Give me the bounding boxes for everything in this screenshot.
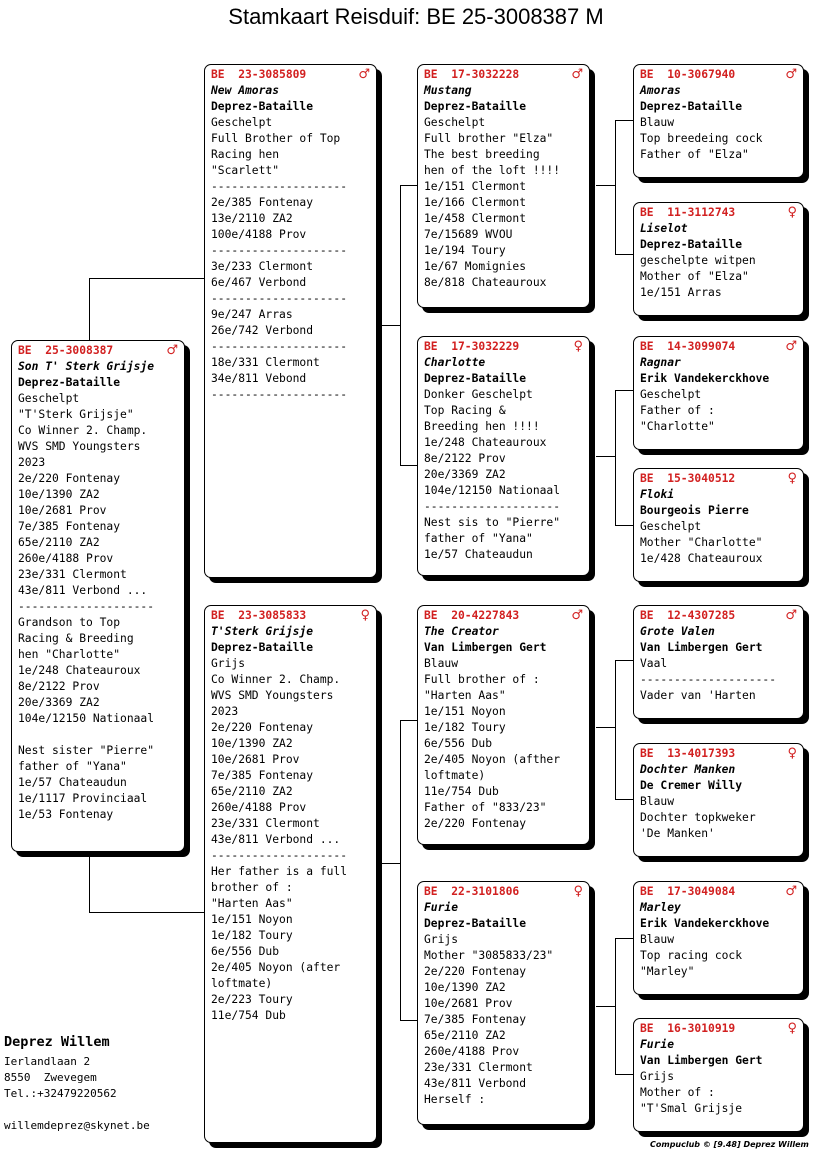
breeder-name: Van Limbergen Gert <box>640 1054 763 1067</box>
pigeon-name: T'Sterk Grijsje <box>211 625 314 638</box>
card-header <box>640 339 797 355</box>
male-symbol-icon: ♂ <box>571 608 583 623</box>
card-header <box>640 67 797 83</box>
card-info-line: 20e/3369 ZA2 <box>424 468 506 481</box>
connector-line <box>400 1020 417 1021</box>
card-info-line: 23e/331 Clermont <box>18 568 127 581</box>
card-info-line: 65e/2110 ZA2 <box>18 536 100 549</box>
card-info-line: Geschelpt <box>18 392 80 405</box>
connector-line <box>615 390 616 526</box>
card-info-line: 1e/67 Momignies <box>424 260 527 273</box>
card-info-line: 8e/2122 Prov <box>18 680 100 693</box>
breeder-name: Deprez-Bataille <box>18 376 121 389</box>
card-info-line: Father of : <box>640 404 715 417</box>
ring-number: BE 10-3067940 <box>640 68 736 81</box>
card-info-line: 2e/220 Fontenay <box>424 817 527 830</box>
card-info-line: loftmate) <box>211 977 273 990</box>
card-info-line: Mother "3085833/23" <box>424 949 554 962</box>
card-info-line: 13e/2110 ZA2 <box>211 212 293 225</box>
male-symbol-icon: ♂ <box>785 608 797 623</box>
female-symbol-icon: ♀ <box>787 471 797 486</box>
female-symbol-icon: ♀ <box>787 205 797 220</box>
pigeon-name: Mustang <box>424 84 472 97</box>
card-info-line: 7e/385 Fontenay <box>211 769 314 782</box>
card-info-line: Blauw <box>640 795 675 808</box>
card-info-line: 'De Manken' <box>640 827 715 840</box>
card-info-line: Nest sister "Pierre" <box>18 744 155 757</box>
card-info-line: 1e/1117 Provinciaal <box>18 792 148 805</box>
card-header <box>424 67 583 83</box>
connector-line <box>615 254 633 255</box>
card-info-line: 10e/1390 ZA2 <box>424 981 506 994</box>
breeder-name: Deprez-Bataille <box>640 238 743 251</box>
female-symbol-icon: ♀ <box>573 339 583 354</box>
pigeon-name: Floki <box>640 488 675 501</box>
card-info-line: 1e/194 Toury <box>424 244 506 257</box>
card-info-line: 260e/4188 Prov <box>211 801 307 814</box>
breeder-name: Erik Vandekerckhove <box>640 372 770 385</box>
card-info-line: hen "Charlotte" <box>18 648 121 661</box>
pedigree-card-sire[interactable] <box>204 64 377 578</box>
card-info-line: Donker Geschelpt <box>424 388 533 401</box>
ring-number: BE 25-3008387 <box>18 344 114 357</box>
card-info-line: loftmate) <box>424 769 486 782</box>
card-info-line: 18e/331 Clermont <box>211 356 320 369</box>
card-info-line: 20e/3369 ZA2 <box>18 696 100 709</box>
card-info-line: "Marley" <box>640 965 695 978</box>
female-symbol-icon: ♀ <box>360 608 370 623</box>
ring-number: BE 13-4017393 <box>640 747 736 760</box>
card-info-line: 1e/428 Chateauroux <box>640 552 763 565</box>
card-info-line: Top racing cock <box>640 949 743 962</box>
card-info-line: 10e/2681 Prov <box>18 504 107 517</box>
ring-number: BE 17-3049084 <box>640 885 736 898</box>
card-info-line: 104e/12150 Nationaal <box>18 712 155 725</box>
card-info-line: 11e/754 Dub <box>424 785 499 798</box>
card-info-line: 2e/220 Fontenay <box>18 472 121 485</box>
card-info-line: 43e/811 Verbond ... <box>18 584 148 597</box>
card-info-line: Nest sis to "Pierre" <box>424 516 561 529</box>
connector-line <box>400 185 417 186</box>
pigeon-name: Dochter Manken <box>640 763 736 776</box>
card-info-line: father of "Yana" <box>424 532 533 545</box>
card-header <box>640 1021 797 1037</box>
owner-phone: Tel.:+32479220562 <box>4 1087 117 1100</box>
card-info-line: 1e/151 Arras <box>640 286 722 299</box>
card-info-line: -------------------- <box>211 388 348 401</box>
card-header <box>211 67 370 83</box>
connector-line <box>615 390 633 391</box>
card-info-line: -------------------- <box>424 500 561 513</box>
connector-line <box>89 852 90 912</box>
card-info-line: 10e/2681 Prov <box>424 997 513 1010</box>
male-symbol-icon: ♂ <box>571 67 583 82</box>
card-info-line: Vader van 'Harten <box>640 689 756 702</box>
card-info-line: Full brother of : <box>424 673 540 686</box>
card-info-line: father of "Yana" <box>18 760 127 773</box>
card-info-line: 100e/4188 Prov <box>211 228 307 241</box>
card-info-line: 104e/12150 Nationaal <box>424 484 561 497</box>
pedigree-card-subject[interactable] <box>11 340 185 852</box>
card-info-line: Co Winner 2. Champ. <box>18 424 148 437</box>
card-info-line: 1e/248 Chateauroux <box>424 436 547 449</box>
card-info-line: Racing hen <box>211 148 280 161</box>
card-info-line: 1e/151 Noyon <box>424 705 506 718</box>
card-info-line: 1e/182 Toury <box>424 721 506 734</box>
card-header <box>424 339 583 355</box>
card-info-line: 7e/385 Fontenay <box>424 1013 527 1026</box>
connector-line <box>89 278 204 279</box>
card-info-line: -------------------- <box>18 600 155 613</box>
card-info-line: 10e/2681 Prov <box>211 753 300 766</box>
connector-line <box>382 863 401 864</box>
card-info-line: -------------------- <box>211 849 348 862</box>
card-info-line: brother of : <box>211 881 293 894</box>
pedigree-card-ds[interactable] <box>417 605 590 845</box>
connector-line <box>596 727 616 728</box>
card-info-line: 34e/811 Vebond <box>211 372 307 385</box>
card-info-line: Top breedeing cock <box>640 132 763 145</box>
card-info-line: The best breeding <box>424 148 540 161</box>
card-info-line: Grandson to Top <box>18 616 121 629</box>
ring-number: BE 22-3101806 <box>424 885 520 898</box>
card-header <box>211 608 370 624</box>
pedigree-card-dam[interactable] <box>204 605 377 1143</box>
owner-email[interactable]: willemdeprez@skynet.be <box>4 1119 150 1132</box>
card-info-line: "T'Smal Grijsje <box>640 1102 743 1115</box>
card-info-line: "Scarlett" <box>211 164 280 177</box>
ring-number: BE 11-3112743 <box>640 206 736 219</box>
card-info-line: Grijs <box>640 1070 675 1083</box>
pigeon-name: Grote Valen <box>640 625 715 638</box>
pigeon-name: Charlotte <box>424 356 486 369</box>
card-info-line: Herself : <box>424 1093 486 1106</box>
card-info-line: 2e/405 Noyon (after <box>211 961 341 974</box>
pigeon-name: Furie <box>424 901 459 914</box>
connector-line <box>400 465 417 466</box>
ring-number: BE 14-3099074 <box>640 340 736 353</box>
card-info-line: 6e/467 Verbond <box>211 276 307 289</box>
card-header <box>640 746 797 762</box>
breeder-name: Deprez-Bataille <box>211 100 314 113</box>
card-info-line: "T'Sterk Grijsje" <box>18 408 134 421</box>
card-info-line: 2e/385 Fontenay <box>211 196 314 209</box>
card-header <box>640 608 797 624</box>
pedigree-card-dsd[interactable] <box>633 743 804 857</box>
card-info-line: Geschelpt <box>424 116 486 129</box>
card-info-line: Racing & Breeding <box>18 632 134 645</box>
card-info-line: 65e/2110 ZA2 <box>211 785 293 798</box>
connector-line <box>615 938 633 939</box>
pedigree-card-dd[interactable] <box>417 881 590 1125</box>
connector-line <box>615 120 633 121</box>
connector-line <box>615 120 616 255</box>
footer-credit: Compuclub © [9.48] Deprez Willem <box>650 1140 809 1149</box>
card-info-line: -------------------- <box>211 292 348 305</box>
pedigree-card-sd[interactable] <box>417 336 590 576</box>
connector-line <box>615 938 616 1075</box>
card-info-line: Grijs <box>424 933 459 946</box>
ring-number: BE 20-4227843 <box>424 609 520 622</box>
card-info-line: Blauw <box>640 933 675 946</box>
breeder-name: De Cremer Willy <box>640 779 743 792</box>
card-header <box>640 884 797 900</box>
card-info-line: WVS SMD Youngsters <box>211 689 334 702</box>
breeder-name: Deprez-Bataille <box>211 641 314 654</box>
pedigree-card-ssd[interactable] <box>633 202 804 316</box>
breeder-name: Deprez-Bataille <box>424 100 527 113</box>
card-header <box>640 471 797 487</box>
card-info-line: 1e/458 Clermont <box>424 212 527 225</box>
card-info-line: 65e/2110 ZA2 <box>424 1029 506 1042</box>
owner-block <box>4 1034 150 1134</box>
card-info-line: hen of the loft !!!! <box>424 164 561 177</box>
ring-number: BE 17-3032228 <box>424 68 520 81</box>
card-info-line: 2e/223 Toury <box>211 993 293 1006</box>
card-info-line: 1e/182 Toury <box>211 929 293 942</box>
owner-address: Ierlandlaan 2 <box>4 1055 91 1068</box>
card-info-line: 10e/1390 ZA2 <box>211 737 293 750</box>
connector-line <box>596 456 616 457</box>
connector-line <box>89 912 204 913</box>
male-symbol-icon: ♂ <box>785 884 797 899</box>
card-info-line: 43e/811 Verbond ... <box>211 833 341 846</box>
card-info-line: Father of "Elza" <box>640 148 749 161</box>
card-info-line: Dochter topkweker <box>640 811 756 824</box>
card-info-line: Grijs <box>211 657 246 670</box>
card-info-line: Top Racing & <box>424 404 506 417</box>
card-info-line: 23e/331 Clermont <box>424 1061 533 1074</box>
card-header <box>640 205 797 221</box>
connector-line <box>596 185 616 186</box>
pigeon-name: Amoras <box>640 84 681 97</box>
male-symbol-icon: ♂ <box>785 67 797 82</box>
breeder-name: Bourgeois Pierre <box>640 504 749 517</box>
pedigree-card-ddd[interactable] <box>633 1018 804 1132</box>
card-info-line: "Harten Aas" <box>211 897 293 910</box>
card-header <box>18 343 178 359</box>
connector-line <box>382 325 401 326</box>
pedigree-card-sdd[interactable] <box>633 468 804 582</box>
female-symbol-icon: ♀ <box>573 884 583 899</box>
card-info-line: Mother "Charlotte" <box>640 536 763 549</box>
card-info-line: 1e/166 Clermont <box>424 196 527 209</box>
breeder-name: Deprez-Bataille <box>424 917 527 930</box>
ring-number: BE 23-3085833 <box>211 609 307 622</box>
connector-line <box>400 720 417 721</box>
card-info-line: 2e/220 Fontenay <box>424 965 527 978</box>
card-info-line: 2e/220 Fontenay <box>211 721 314 734</box>
card-info-line: Mother of : <box>640 1086 715 1099</box>
card-info-line: 1e/151 Noyon <box>211 913 293 926</box>
ring-number: BE 23-3085809 <box>211 68 307 81</box>
pedigree-card-ss[interactable] <box>417 64 590 308</box>
connector-line <box>615 525 633 526</box>
pigeon-name: Furie <box>640 1038 675 1051</box>
card-info-line: Co Winner 2. Champ. <box>211 673 341 686</box>
card-info-line: Full brother "Elza" <box>424 132 554 145</box>
pigeon-name: Ragnar <box>640 356 681 369</box>
card-header <box>424 884 583 900</box>
card-info-line: 11e/754 Dub <box>211 1009 286 1022</box>
card-info-line: 26e/742 Verbond <box>211 324 314 337</box>
card-info-line: 8e/2122 Prov <box>424 452 506 465</box>
card-info-line: 23e/331 Clermont <box>211 817 320 830</box>
breeder-name: Van Limbergen Gert <box>424 641 547 654</box>
card-info-line: Vaal <box>640 657 668 670</box>
card-info-line: "Harten Aas" <box>424 689 506 702</box>
connector-line <box>400 185 401 466</box>
card-info-line: 1e/53 Fontenay <box>18 808 114 821</box>
card-info-line: Breeding hen !!!! <box>424 420 540 433</box>
connector-line <box>615 1074 633 1075</box>
ring-number: BE 15-3040512 <box>640 472 736 485</box>
card-info-line <box>18 727 178 743</box>
card-info-line: -------------------- <box>211 340 348 353</box>
card-info-line: -------------------- <box>211 180 348 193</box>
card-info-line: 6e/556 Dub <box>424 737 493 750</box>
pigeon-name: The Creator <box>424 625 499 638</box>
male-symbol-icon: ♂ <box>358 67 370 82</box>
card-info-line: Blauw <box>424 657 459 670</box>
pedigree-card-dss[interactable] <box>633 605 804 719</box>
card-info-line: 6e/556 Dub <box>211 945 280 958</box>
page-title: Stamkaart Reisduif: BE 25-3008387 M <box>228 4 604 29</box>
ring-number: BE 17-3032229 <box>424 340 520 353</box>
card-info-line: Blauw <box>640 116 675 129</box>
card-info-line: 2023 <box>18 456 46 469</box>
ring-number: BE 16-3010919 <box>640 1022 736 1035</box>
card-info-line: 7e/15689 WVOU <box>424 228 513 241</box>
breeder-name: Erik Vandekerckhove <box>640 917 770 930</box>
connector-line <box>89 278 90 340</box>
female-symbol-icon: ♀ <box>787 746 797 761</box>
owner-city: 8550 Zwevegem <box>4 1071 97 1084</box>
card-info-line: 260e/4188 Prov <box>424 1045 520 1058</box>
card-info-line: 43e/811 Verbond <box>424 1077 527 1090</box>
card-info-line: 1e/151 Clermont <box>424 180 527 193</box>
card-info-line: Father of "833/23" <box>424 801 547 814</box>
pedigree-card-sss[interactable] <box>633 64 804 178</box>
pedigree-card-dds[interactable] <box>633 881 804 995</box>
breeder-name: Deprez-Bataille <box>640 100 743 113</box>
pigeon-name: New Amoras <box>211 84 280 97</box>
connector-line <box>400 720 401 1021</box>
card-info-line: Geschelpt <box>640 388 702 401</box>
card-info-line: 7e/385 Fontenay <box>18 520 121 533</box>
card-info-line: Mother of "Elza" <box>640 270 749 283</box>
breeder-name: Van Limbergen Gert <box>640 641 763 654</box>
card-info-line: 260e/4188 Prov <box>18 552 114 565</box>
card-info-line: Full Brother of Top <box>211 132 341 145</box>
pigeon-name: Marley <box>640 901 681 914</box>
card-info-line: Her father is a full <box>211 865 348 878</box>
card-info-line: 1e/57 Chateaudun <box>18 776 127 789</box>
connector-line <box>615 660 633 661</box>
card-info-line: Geschelpt <box>640 520 702 533</box>
card-info-line: Geschelpt <box>211 116 273 129</box>
card-info-line: -------------------- <box>211 244 348 257</box>
card-info-line: 10e/1390 ZA2 <box>18 488 100 501</box>
card-info-line: 1e/248 Chateauroux <box>18 664 141 677</box>
card-info-line: 9e/247 Arras <box>211 308 293 321</box>
male-symbol-icon: ♂ <box>785 339 797 354</box>
card-header <box>424 608 583 624</box>
pigeon-name: Liselot <box>640 222 688 235</box>
female-symbol-icon: ♀ <box>787 1021 797 1036</box>
pedigree-card-sds[interactable] <box>633 336 804 450</box>
connector-line <box>615 799 633 800</box>
breeder-name: Deprez-Bataille <box>424 372 527 385</box>
card-info-line: 8e/818 Chateauroux <box>424 276 547 289</box>
connector-line <box>615 660 616 800</box>
connector-line <box>596 1006 616 1007</box>
card-info-line: 2e/405 Noyon (afther <box>424 753 561 766</box>
card-info-line: geschelpte witpen <box>640 254 756 267</box>
card-info-line: 1e/57 Chateaudun <box>424 548 533 561</box>
male-symbol-icon: ♂ <box>166 343 178 358</box>
card-info-line: -------------------- <box>640 673 777 686</box>
pigeon-name: Son T' Sterk Grijsje <box>18 360 155 373</box>
card-info-line: 3e/233 Clermont <box>211 260 314 273</box>
card-info-line: 2023 <box>211 705 239 718</box>
card-info-line: "Charlotte" <box>640 420 715 433</box>
owner-name: Deprez Willem <box>4 1034 110 1050</box>
card-info-line: WVS SMD Youngsters <box>18 440 141 453</box>
ring-number: BE 12-4307285 <box>640 609 736 622</box>
